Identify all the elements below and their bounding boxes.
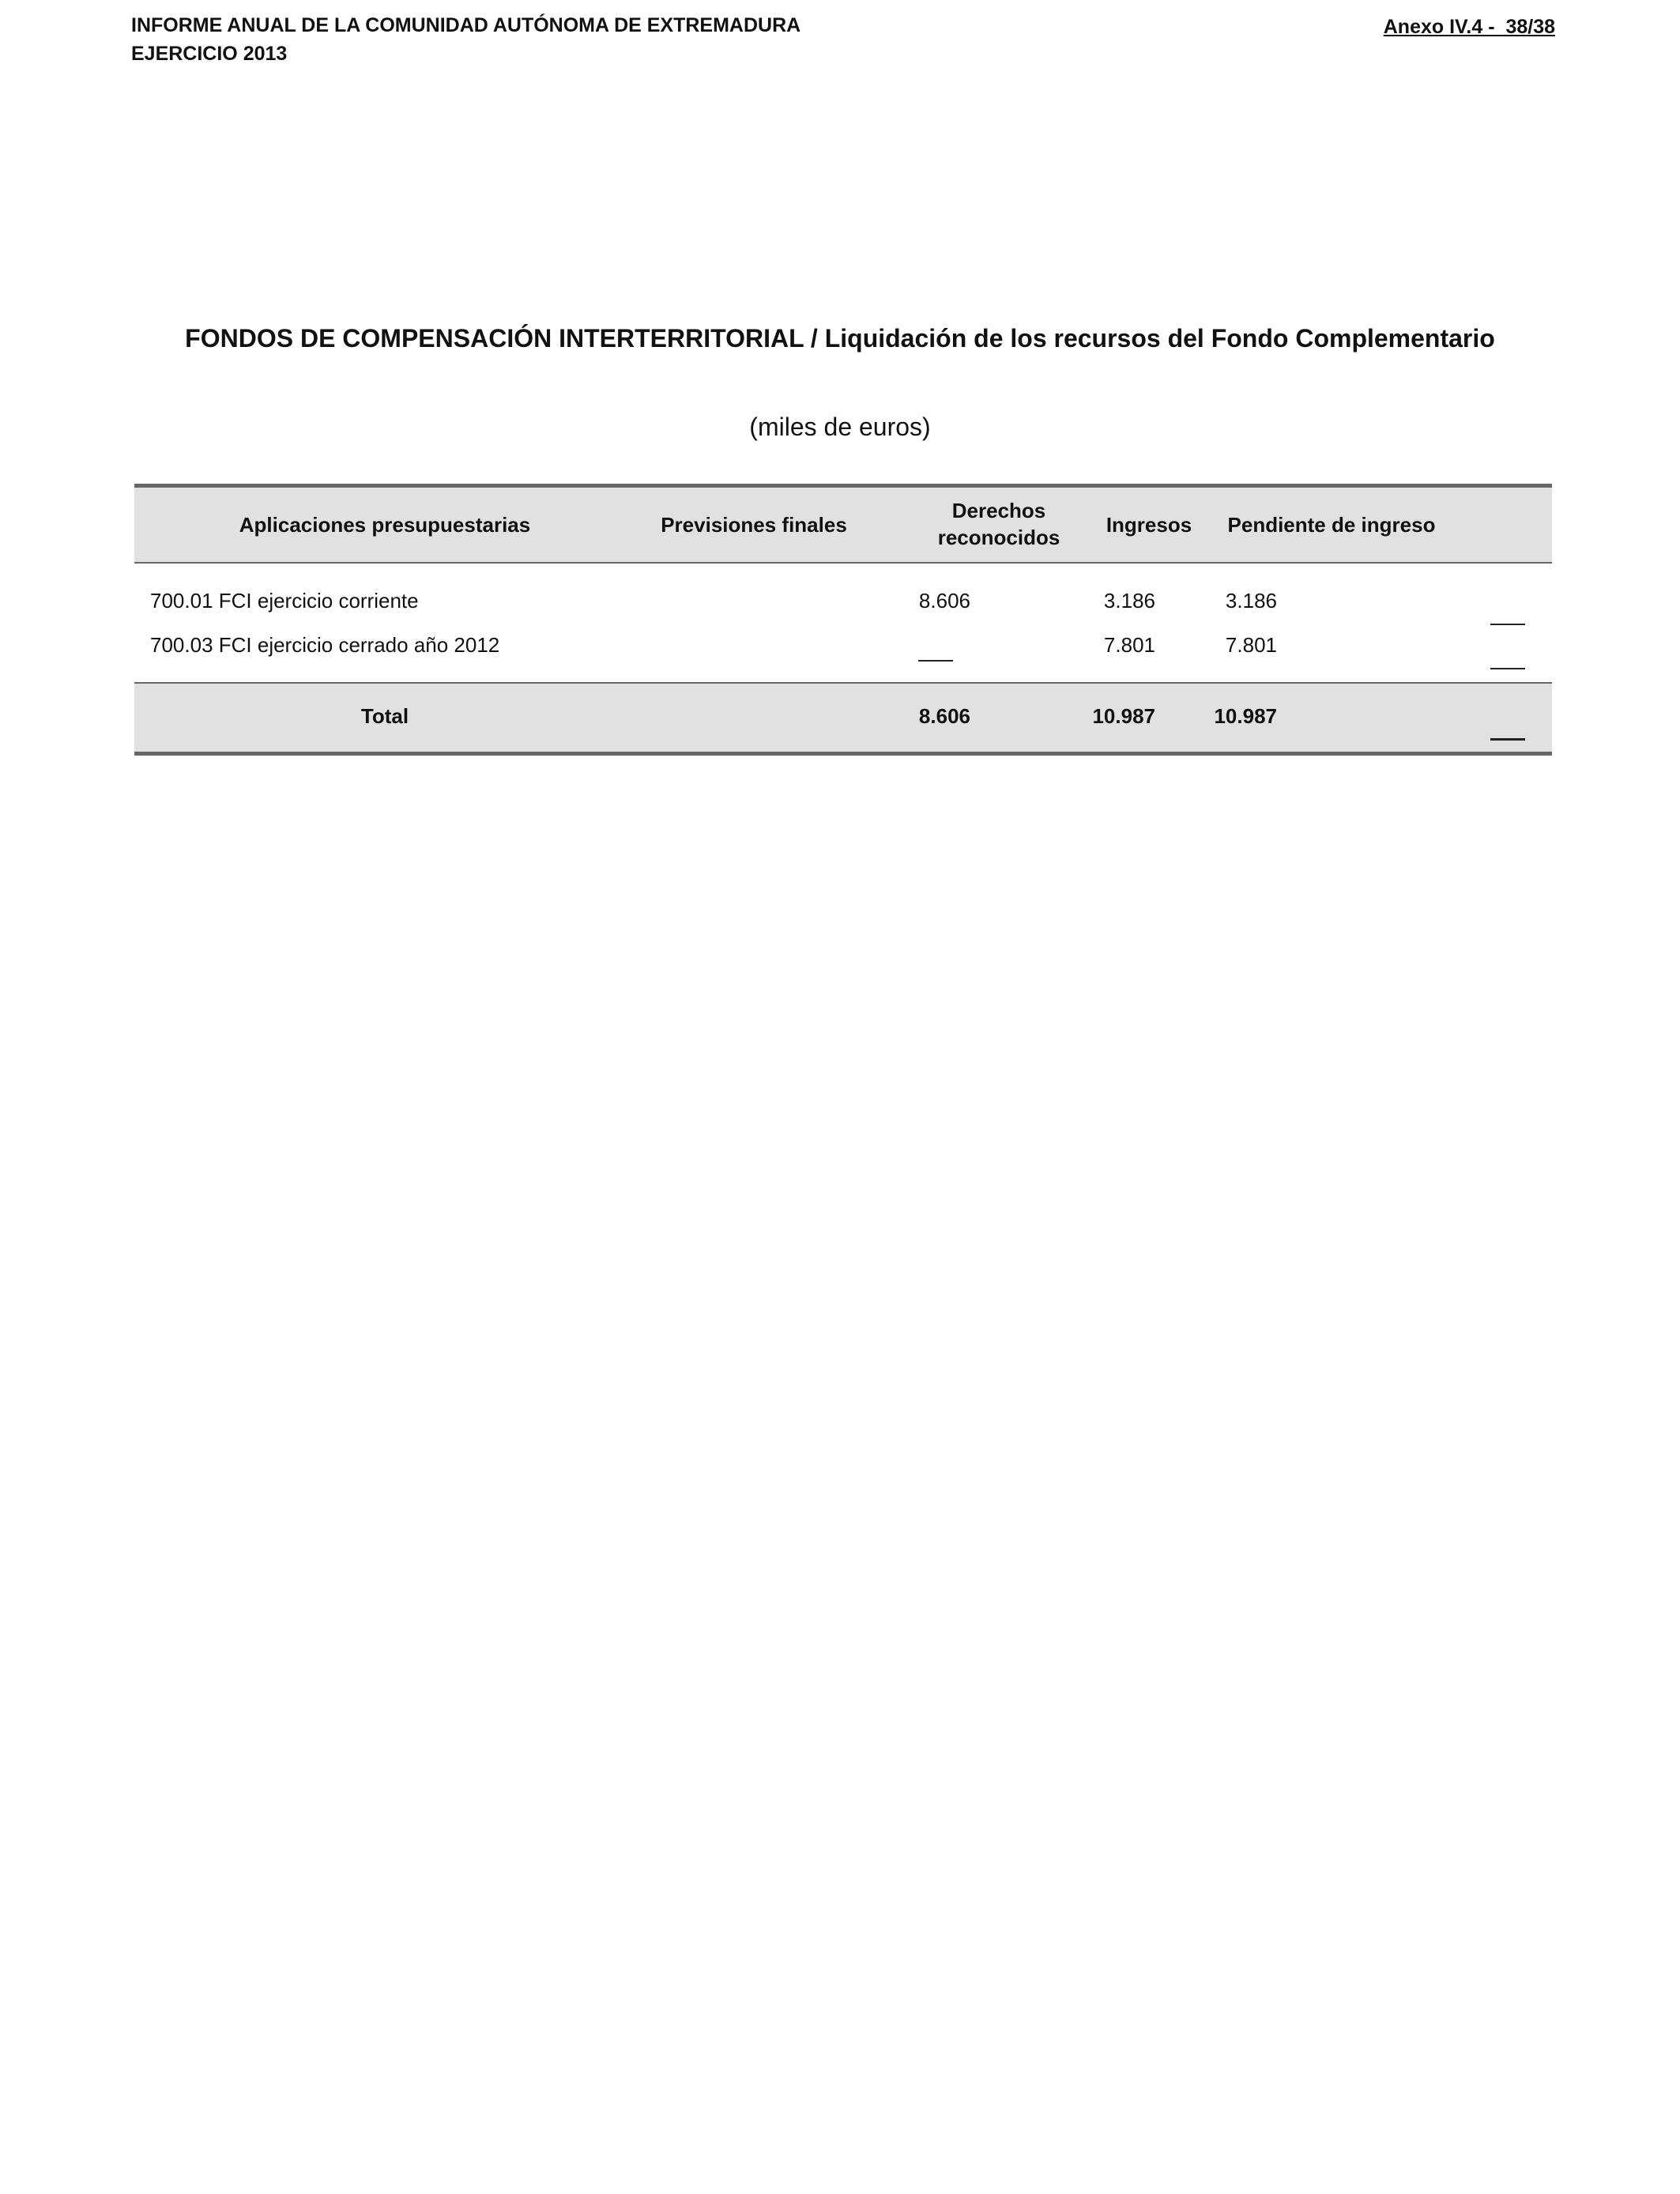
table-row bbox=[134, 631, 1552, 663]
cell-ingresos: 7.801 bbox=[1225, 633, 1277, 657]
cell-derechos: 7.801 bbox=[1103, 633, 1155, 657]
page-title-separator: / bbox=[804, 324, 825, 352]
table-body bbox=[134, 564, 1552, 682]
empty-value-dash bbox=[1490, 668, 1525, 669]
empty-value-dash bbox=[918, 660, 953, 662]
total-label: Total bbox=[360, 704, 409, 728]
fci-liquidation-table bbox=[134, 484, 1552, 756]
cell-pendiente-empty bbox=[1478, 587, 1525, 614]
report-title-line: INFORME ANUAL DE LA COMUNIDAD AUTÓNOMA DE EXTREMADURA bbox=[131, 14, 801, 36]
cell-aplicacion: 700.03 FCI ejercicio cerrado año 2012 bbox=[150, 633, 500, 657]
empty-value-dash bbox=[1490, 624, 1525, 625]
cell-previsiones: 8.606 bbox=[918, 589, 970, 613]
cell-derechos: 3.186 bbox=[1103, 589, 1155, 613]
total-pendiente-empty bbox=[1478, 703, 1525, 729]
col-header-aplicaciones: Aplicaciones presupuestarias bbox=[239, 513, 531, 537]
page-title bbox=[0, 322, 1680, 354]
col-header-pendiente: Pendiente de ingreso bbox=[1227, 513, 1436, 537]
report-year-line: EJERCICIO 2013 bbox=[131, 43, 288, 65]
table-total-row bbox=[134, 682, 1552, 756]
page-title-main: FONDOS DE COMPENSACIÓN INTERTERRITORIAL bbox=[185, 324, 804, 352]
cell-ingresos: 3.186 bbox=[1225, 589, 1277, 613]
col-header-previsiones: Previsiones finales bbox=[661, 513, 847, 537]
annex-page-reference: Anexo IV.4 - 38/38 bbox=[1383, 16, 1555, 38]
cell-aplicacion: 700.01 FCI ejercicio corriente bbox=[150, 589, 419, 613]
total-previsiones: 8.606 bbox=[918, 704, 970, 728]
table-row bbox=[134, 587, 1552, 619]
total-derechos: 10.987 bbox=[1092, 704, 1155, 728]
table-header bbox=[134, 484, 1552, 564]
page-title-sub: Liquidación de los recursos del Fondo Complementario bbox=[824, 324, 1495, 352]
units-caption: (miles de euros) bbox=[749, 413, 931, 441]
col-header-ingresos: Ingresos bbox=[1106, 513, 1192, 537]
col-header-derechos-line1: Derechos bbox=[951, 499, 1046, 522]
total-ingresos: 10.987 bbox=[1214, 704, 1277, 728]
cell-pendiente-empty bbox=[1478, 631, 1525, 658]
col-header-derechos-line2: reconocidos bbox=[937, 526, 1060, 549]
report-header bbox=[131, 11, 800, 68]
empty-value-dash bbox=[1490, 738, 1525, 741]
